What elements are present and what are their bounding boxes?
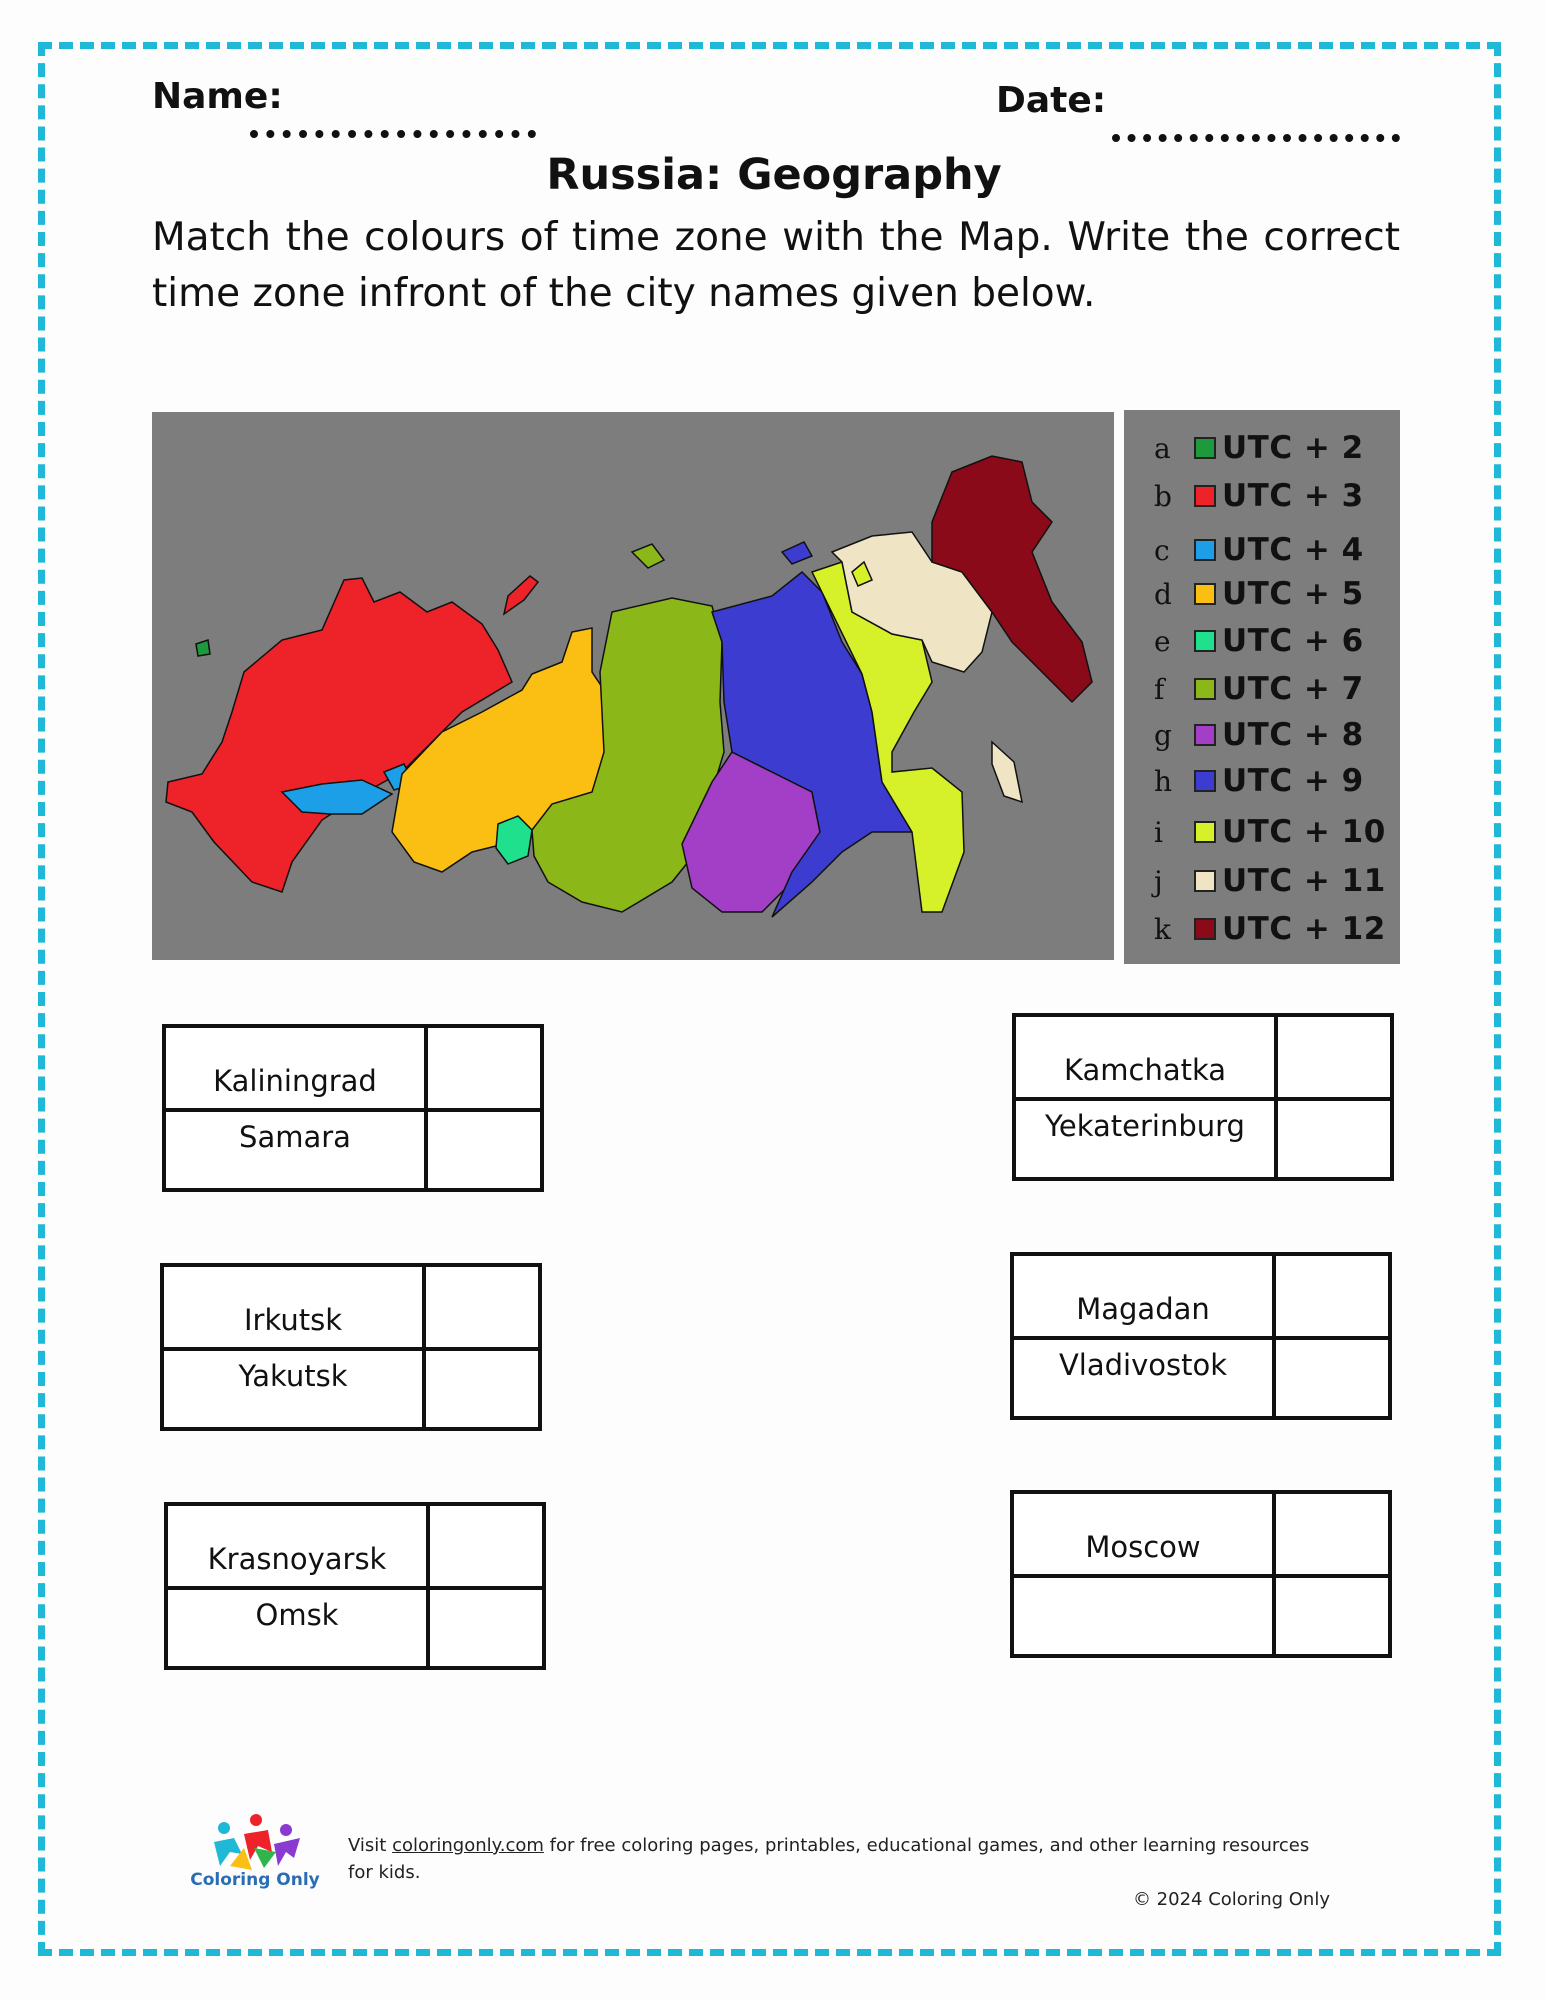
legend-swatch [1194, 630, 1216, 652]
answer-cell[interactable] [430, 1590, 542, 1666]
legend-label: UTC + 12 [1222, 911, 1386, 947]
legend-row-b [1154, 476, 1364, 516]
map-island-1 [632, 544, 664, 568]
answer-cell[interactable] [1276, 1256, 1388, 1332]
legend-letter: f [1154, 672, 1165, 706]
footer-visit-suffix: for free coloring pages, printables, educational games, and other learning resources for kids. [348, 1835, 1310, 1883]
legend-label: UTC + 2 [1222, 430, 1364, 466]
legend-swatch [1194, 678, 1216, 700]
legend-letter: g [1154, 718, 1172, 752]
answer-cell[interactable] [1276, 1578, 1388, 1654]
logo-text: Coloring Only [190, 1870, 320, 1890]
answer-cell[interactable] [428, 1028, 540, 1104]
legend-row-k [1154, 909, 1386, 949]
footer-text [340, 1832, 1330, 1913]
legend-letter: h [1154, 764, 1173, 798]
answer-table-1 [162, 1024, 544, 1192]
answer-cell[interactable] [426, 1351, 538, 1427]
worksheet-title: Russia: Geography [546, 150, 1002, 200]
legend-swatch [1194, 583, 1216, 605]
legend-letter: k [1154, 912, 1171, 946]
footer-copyright: © 2024 Coloring Only [1132, 1889, 1330, 1910]
legend-row-e [1154, 621, 1364, 661]
legend-swatch [1194, 821, 1216, 843]
city-name: Kamchatka [1063, 1053, 1227, 1087]
legend-row-f [1154, 669, 1364, 709]
legend-letter: j [1154, 864, 1163, 898]
legend-label: UTC + 4 [1222, 532, 1364, 568]
city-name: Krasnoyarsk [207, 1542, 387, 1576]
date-field-line[interactable] [1112, 134, 1400, 142]
footer-link[interactable]: coloringonly.com [392, 1835, 544, 1856]
city-name: Irkutsk [243, 1303, 343, 1337]
answer-cell[interactable] [1278, 1101, 1390, 1177]
answer-cell[interactable] [1278, 1017, 1390, 1093]
legend-row-c [1154, 530, 1364, 570]
legend-label: UTC + 11 [1222, 863, 1386, 899]
city-name: Moscow [1085, 1530, 1201, 1564]
legend-label: UTC + 9 [1222, 763, 1364, 799]
legend-row-g [1154, 715, 1364, 755]
city-name: Yekaterinburg [1045, 1109, 1245, 1143]
answer-table-3 [160, 1263, 542, 1431]
legend-label: UTC + 10 [1222, 814, 1386, 850]
name-label: Name: [152, 76, 283, 117]
legend-swatch [1194, 724, 1216, 746]
map-svg [152, 412, 1114, 960]
answer-table-2 [1012, 1013, 1394, 1181]
legend-row-h [1154, 761, 1364, 801]
legend-swatch [1194, 870, 1216, 892]
legend-label: UTC + 8 [1222, 717, 1364, 753]
date-label: Date: [996, 80, 1107, 121]
map-region-utc11-sakhalin [992, 742, 1022, 802]
answer-table-6 [1010, 1490, 1392, 1658]
legend-row-j [1154, 861, 1386, 901]
legend-letter: e [1154, 624, 1171, 658]
legend-letter: c [1154, 533, 1170, 567]
map-region-utc9-island [782, 542, 812, 564]
legend-label: UTC + 3 [1222, 478, 1364, 514]
legend-row-d [1154, 574, 1364, 614]
legend-swatch [1194, 485, 1216, 507]
legend-letter: d [1154, 577, 1172, 611]
legend-letter: i [1154, 815, 1163, 849]
name-field-line[interactable] [250, 130, 536, 138]
answer-cell[interactable] [428, 1112, 540, 1188]
city-name: Omsk [255, 1598, 339, 1632]
legend-swatch [1194, 539, 1216, 561]
legend-letter: a [1154, 431, 1171, 465]
legend-label: UTC + 5 [1222, 576, 1364, 612]
answer-table-5 [164, 1502, 546, 1670]
legend-swatch [1194, 770, 1216, 792]
legend-label: UTC + 7 [1222, 671, 1364, 707]
city-name: Kaliningrad [213, 1064, 377, 1098]
city-name: Magadan [1076, 1292, 1210, 1326]
answer-cell[interactable] [430, 1506, 542, 1582]
legend-row-i [1154, 812, 1386, 852]
answer-cell[interactable] [1276, 1494, 1388, 1570]
city-name: Yakutsk [238, 1359, 348, 1393]
answer-cell[interactable] [426, 1267, 538, 1343]
legend-swatch [1194, 918, 1216, 940]
footer-visit-prefix: Visit [348, 1835, 393, 1856]
timezone-legend [1124, 410, 1400, 964]
answer-cell[interactable] [1276, 1340, 1388, 1416]
instructions-text: Match the colours of time zone with the Map. Write the correct time zone infront of the city names given below. [152, 215, 1400, 316]
map-region-utc2 [196, 640, 210, 656]
footer-visit-line [340, 1832, 1330, 1886]
answer-table-4 [1010, 1252, 1392, 1420]
legend-label: UTC + 6 [1222, 623, 1364, 659]
legend-row-a [1154, 428, 1364, 468]
city-name: Vladivostok [1058, 1348, 1228, 1382]
legend-letter: b [1154, 479, 1172, 513]
russia-timezone-map [152, 412, 1114, 960]
city-name: Samara [239, 1120, 351, 1154]
map-region-utc3-arctic [504, 576, 538, 614]
legend-swatch [1194, 437, 1216, 459]
